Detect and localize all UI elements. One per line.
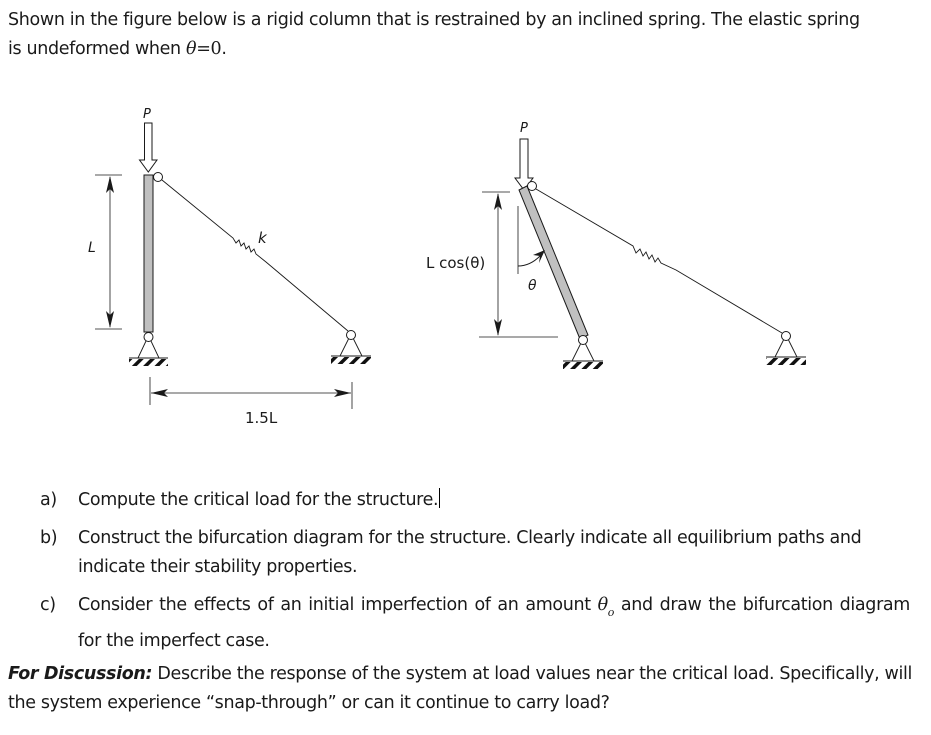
discussion-prompt (8, 660, 923, 718)
question-c (40, 591, 910, 656)
left-height-label: L (88, 240, 96, 256)
left-top-pin-icon (154, 173, 163, 182)
height-dimension (95, 175, 122, 329)
right-diagram (426, 121, 806, 369)
right-spring-support-icon (766, 332, 806, 366)
question-a-text: Compute the critical load for the structure. (78, 490, 439, 510)
projected-height-dimension (479, 192, 558, 337)
intro-line-2 (8, 35, 923, 64)
equals-zero: =0 (196, 39, 222, 59)
intro-line-2-suffix: . (221, 39, 227, 59)
left-spring-support-icon (331, 331, 371, 365)
intro-line-2-prefix: is undeformed when (8, 39, 187, 59)
text-cursor (439, 488, 440, 508)
left-load-label: P (143, 107, 151, 122)
theta-symbol: θ (597, 595, 608, 615)
left-column-support-icon (129, 333, 168, 367)
discussion-lead: For Discussion: (8, 664, 153, 684)
question-b-text: Construct the bifurcation diagram for the structure. Clearly indicate all equilibrium paths and indicate their stability properties. (78, 528, 862, 577)
discussion-text: Describe the response of the system at load values near the critical load. Specifically, will the system experience “snap-through” or can it continue to carry load? (8, 664, 913, 713)
angle-arc-icon (518, 250, 545, 266)
left-diagram (88, 107, 371, 427)
base-distance-dimension (150, 377, 352, 409)
right-tilted-column (519, 186, 588, 339)
left-spring-icon (162, 180, 348, 331)
angle-label: θ (528, 278, 537, 294)
right-column-support-icon (563, 336, 603, 370)
theta-symbol: θ (186, 39, 197, 59)
question-list (40, 486, 910, 665)
base-distance-label: 1.5L (245, 409, 278, 427)
load-arrow-icon (140, 123, 158, 172)
question-c-text-before: Consider the effects of an initial imperfection of an amount (78, 595, 598, 615)
question-a-marker: a) (40, 490, 57, 510)
intro-line-1: Shown in the figure below is a rigid column that is restrained by an inclined spring. The elastic spring (8, 10, 860, 30)
left-spring-label: k (258, 229, 267, 247)
question-b-marker: b) (40, 528, 58, 548)
right-top-pin-icon (528, 182, 537, 191)
question-c-marker: c) (40, 595, 56, 615)
question-a (40, 486, 910, 515)
structure-figure (0, 80, 931, 450)
projected-height-label: L cos(θ) (426, 254, 486, 272)
question-c-text-after: and draw the bifurcation diagram for the imperfect case. (78, 595, 910, 651)
question-b (40, 524, 910, 582)
problem-intro (8, 6, 923, 64)
theta-subscript: o (607, 606, 615, 619)
left-column (144, 175, 153, 332)
right-load-label: P (520, 121, 528, 136)
